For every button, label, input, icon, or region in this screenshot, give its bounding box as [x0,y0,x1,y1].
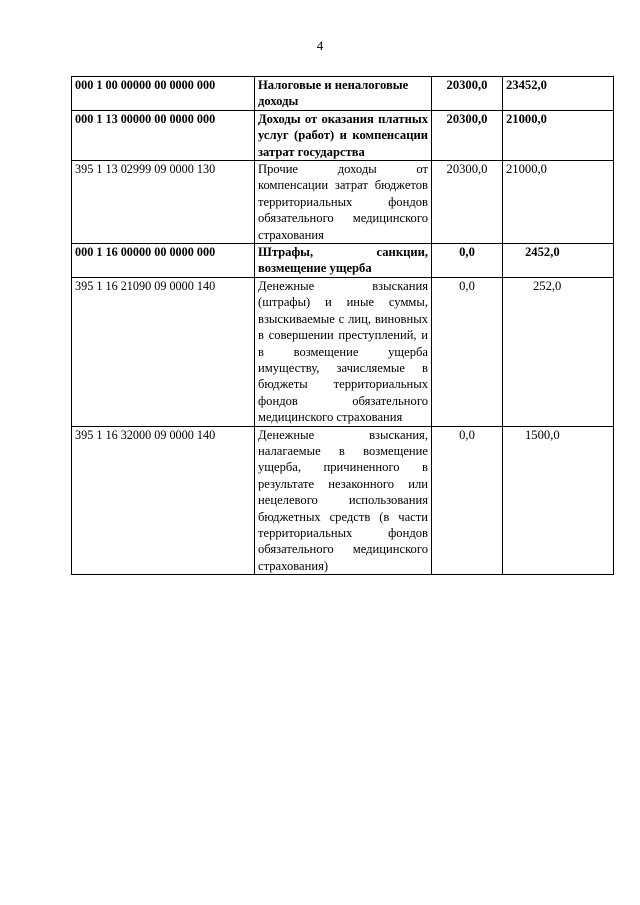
revenue-name: Денежные взыскания, налагаемые в возмещение ущерба, причиненного в результате незаконного или нецелевого использования бюджетных средств (в части территориальных фондов обязательного медицинского страхования) [255,426,432,575]
value-column-2: 2452,0 [503,244,614,278]
table-row [72,277,614,426]
table-row [72,426,614,575]
budget-code: 395 1 13 02999 09 0000 130 [72,161,255,244]
budget-code: 395 1 16 21090 09 0000 140 [72,277,255,426]
value-column-1: 20300,0 [432,110,503,160]
budget-code: 395 1 16 32000 09 0000 140 [72,426,255,575]
value-column-1: 20300,0 [432,77,503,111]
budget-code: 000 1 16 00000 00 0000 000 [72,244,255,278]
value-column-2: 21000,0 [503,161,614,244]
value-column-2: 21000,0 [503,110,614,160]
table-row [72,110,614,160]
budget-code: 000 1 13 00000 00 0000 000 [72,110,255,160]
revenue-name: Штрафы, санкции, возмещение ущерба [255,244,432,278]
value-column-2: 1500,0 [503,426,614,575]
budget-code: 000 1 00 00000 00 0000 000 [72,77,255,111]
value-column-2: 252,0 [503,277,614,426]
table-row [72,77,614,111]
value-column-1: 0,0 [432,277,503,426]
value-column-2: 23452,0 [503,77,614,111]
revenue-name: Денежные взыскания (штрафы) и иные суммы, взыскиваемые с лиц, виновных в совершении преступлений, и в возмещение ущерба имуществу, зачисляемые в бюджеты территориальных фондов обязательного медицинского страхования [255,277,432,426]
value-column-1: 0,0 [432,244,503,278]
revenue-name: Прочие доходы от компенсации затрат бюджетов территориальных фондов обязательного медицинского страхования [255,161,432,244]
table-row [72,161,614,244]
table-row [72,244,614,278]
revenue-table [71,76,614,575]
value-column-1: 0,0 [432,426,503,575]
revenue-name: Налоговые и неналоговые доходы [255,77,432,111]
revenue-name: Доходы от оказания платных услуг (работ) и компенсации затрат государства [255,110,432,160]
value-column-1: 20300,0 [432,161,503,244]
page-number: 4 [316,38,324,53]
